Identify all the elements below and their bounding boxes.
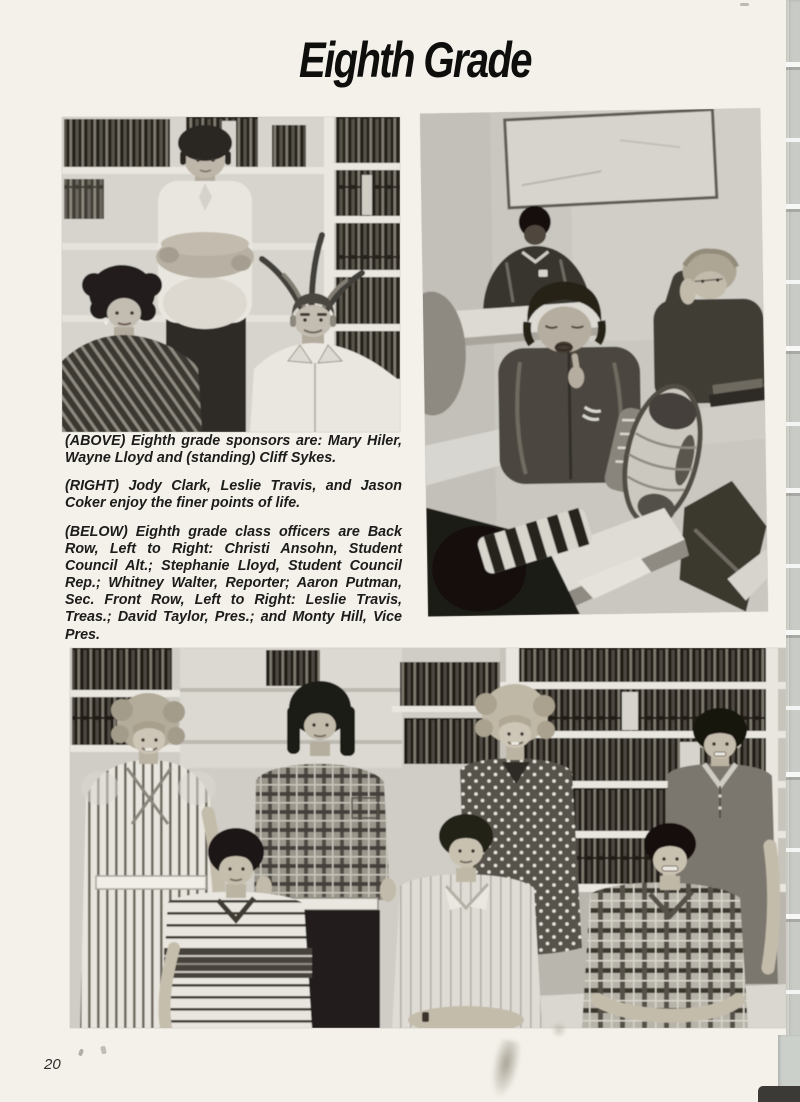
- caption-above: (ABOVE) Eighth grade sponsors are: Mary Hiler, Wayne Lloyd and (standing) Cliff Sykes.: [65, 433, 402, 467]
- caption-column: [65, 433, 402, 655]
- caption-right: (RIGHT) Jody Clark, Leslie Travis, and Jason Coker enjoy the finer points of life.: [65, 478, 402, 512]
- page-edge-bottom: [778, 1035, 800, 1089]
- scan-smudge: [486, 1038, 523, 1100]
- scan-smudge-small: [551, 1022, 567, 1038]
- caption-below: (BELOW) Eighth grade class officers are Back Row, Left to Right: Christi Ansohn, Student Council Alt.; Stephanie Lloyd, Student Council Rep.; Whitney Walter, Reporter; Aaron Putman, Sec. Front Row, Left to Right: Leslie Travis, Treas.; David Taylor, Pres.; and Monty Hill, Vice Pres.: [65, 523, 402, 643]
- corner-shadow: [758, 1086, 800, 1102]
- officers-photo: [70, 648, 786, 1028]
- page-title: Eighth Grade: [299, 32, 531, 88]
- page-edge-strip: [786, 0, 800, 1102]
- page-number: 20: [44, 1056, 61, 1073]
- sponsors-photo-illustration: [62, 117, 400, 432]
- scan-speck: [78, 1049, 84, 1057]
- sponsors-photo: [62, 117, 400, 432]
- scan-speck: [100, 1046, 107, 1055]
- classroom-photo: [420, 108, 768, 616]
- officers-photo-illustration: [70, 648, 786, 1028]
- classroom-photo-illustration: [420, 108, 768, 616]
- scan-speck: [740, 3, 749, 6]
